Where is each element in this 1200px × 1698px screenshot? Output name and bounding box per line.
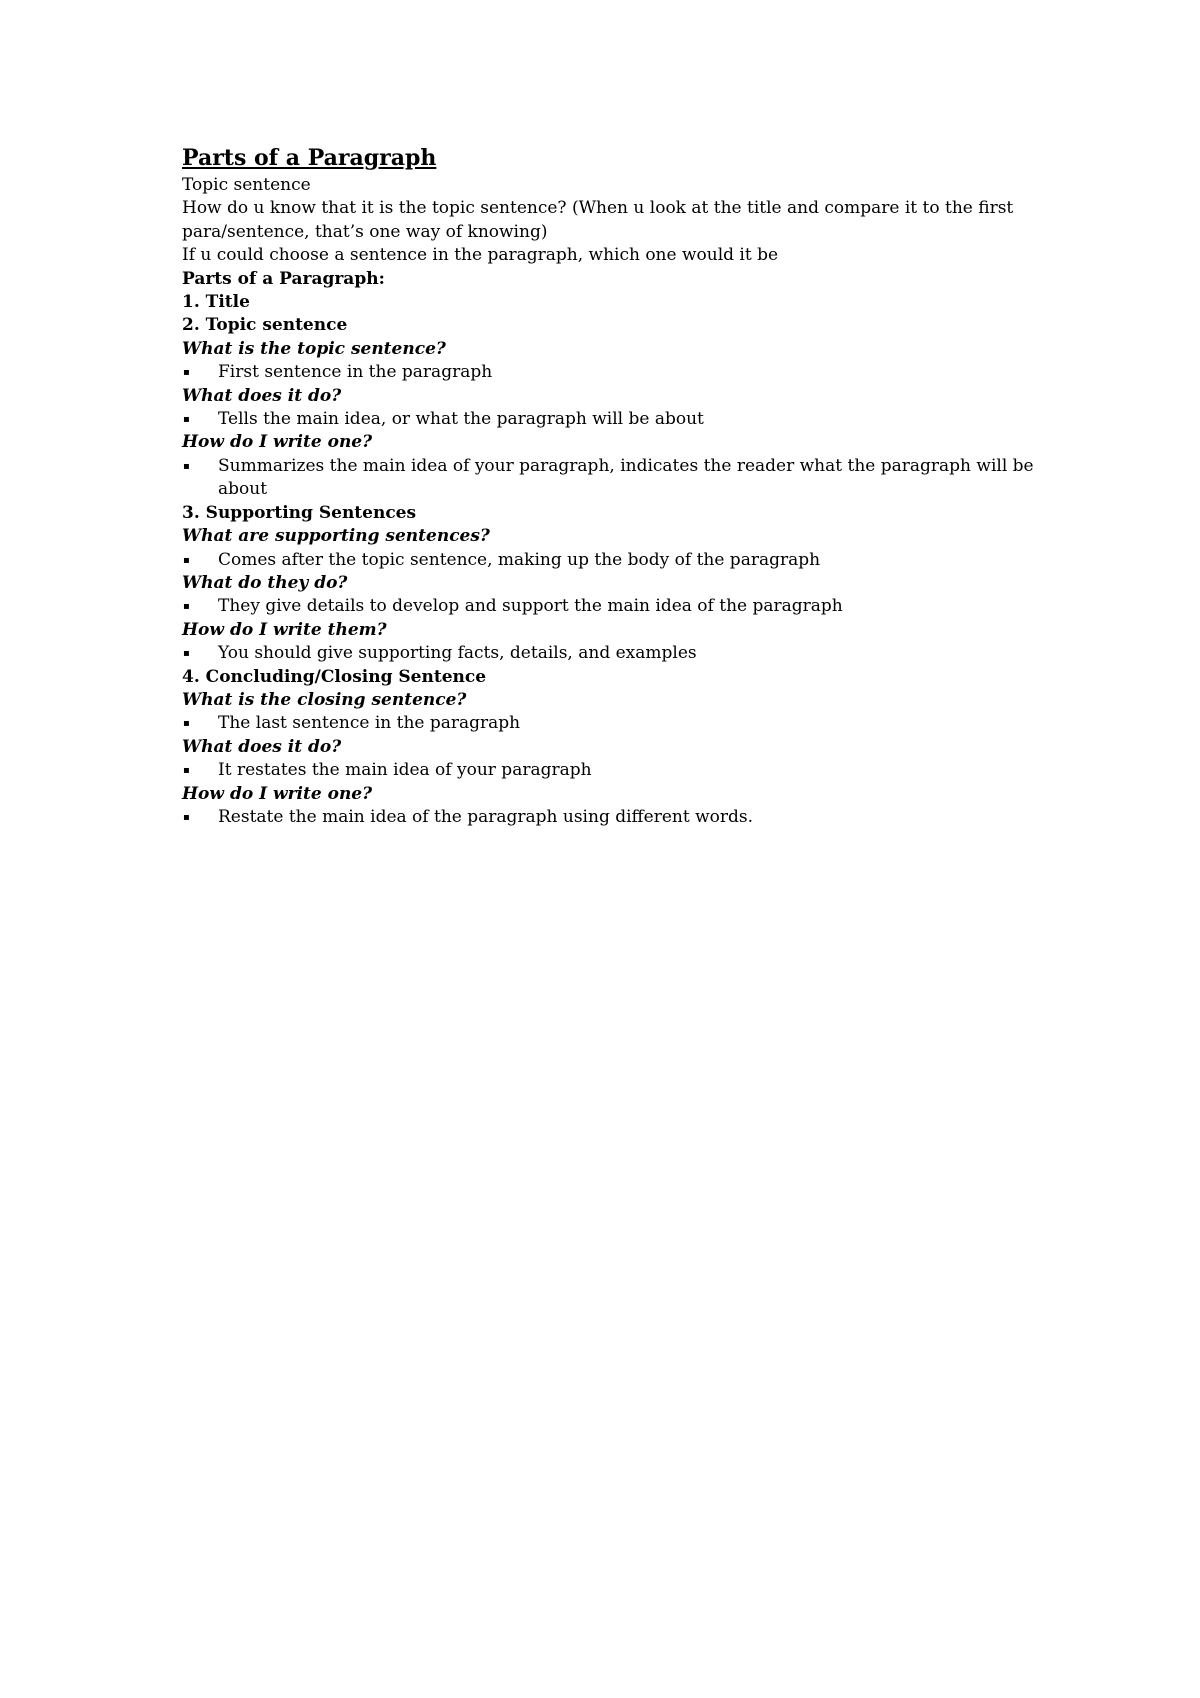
answer-bullet: [182, 642, 1082, 665]
answer-text: They give details to develop and support the main idea of the paragraph: [218, 596, 843, 617]
answer-text: First sentence in the paragraph: [218, 362, 493, 383]
answer-text: You should give supporting facts, details, and examples: [218, 643, 697, 664]
bullet-icon: ▪: [183, 811, 190, 823]
bullet-icon: ▪: [183, 718, 190, 730]
answer-bullet: [182, 806, 1082, 829]
section-heading: 4. Concluding/Closing Sentence: [182, 666, 487, 687]
bullet-icon: ▪: [183, 554, 190, 566]
question: What is the closing sentence?: [182, 689, 467, 710]
question: What does it do?: [182, 385, 342, 406]
answer-bullet: [182, 595, 1082, 618]
answer-text: The last sentence in the paragraph: [218, 713, 521, 734]
question: What are supporting sentences?: [182, 526, 490, 547]
document-page: [182, 144, 1082, 829]
intro-line: If u could choose a sentence in the paragraph, which one would it be: [182, 245, 779, 266]
bullet-icon: ▪: [183, 765, 190, 777]
intro-line: Topic sentence: [182, 175, 311, 195]
answer-text: Restate the main idea of the paragraph using different words.: [218, 806, 753, 827]
question: What does it do?: [182, 736, 342, 757]
answer-bullet: [182, 455, 1082, 502]
answer-text: Summarizes the main idea of your paragraph, indicates the reader what the paragraph will be about: [218, 455, 1034, 500]
section-heading: 2. Topic sentence: [182, 315, 348, 336]
section-heading: 1. Title: [182, 292, 250, 313]
bullet-icon: ▪: [183, 367, 190, 379]
section-heading: 3. Supporting Sentences: [182, 502, 417, 523]
answer-text: It restates the main idea of your paragraph: [218, 760, 592, 781]
answer-bullet: [182, 712, 1082, 735]
document-title: Parts of a Paragraph: [182, 145, 437, 171]
answer-bullet: [182, 361, 1082, 384]
intro-line: How do u know that it is the topic sentence? (When u look at the title and compare it to the first para/sentence, that’s one way of knowing): [182, 198, 1014, 242]
question: What do they do?: [182, 572, 348, 593]
answer-bullet: [182, 549, 1082, 572]
subheading: Parts of a Paragraph:: [182, 268, 385, 289]
bullet-icon: ▪: [183, 601, 190, 613]
bullet-icon: ▪: [183, 460, 190, 472]
question: How do I write them?: [182, 619, 387, 640]
answer-bullet: [182, 759, 1082, 782]
question: What is the topic sentence?: [182, 338, 446, 359]
answer-bullet: [182, 408, 1082, 431]
bullet-icon: ▪: [183, 648, 190, 660]
question: How do I write one?: [182, 783, 373, 804]
bullet-icon: ▪: [183, 414, 190, 426]
answer-text: Comes after the topic sentence, making up the body of the paragraph: [218, 549, 821, 570]
answer-text: Tells the main idea, or what the paragraph will be about: [218, 409, 704, 430]
question: How do I write one?: [182, 432, 373, 453]
